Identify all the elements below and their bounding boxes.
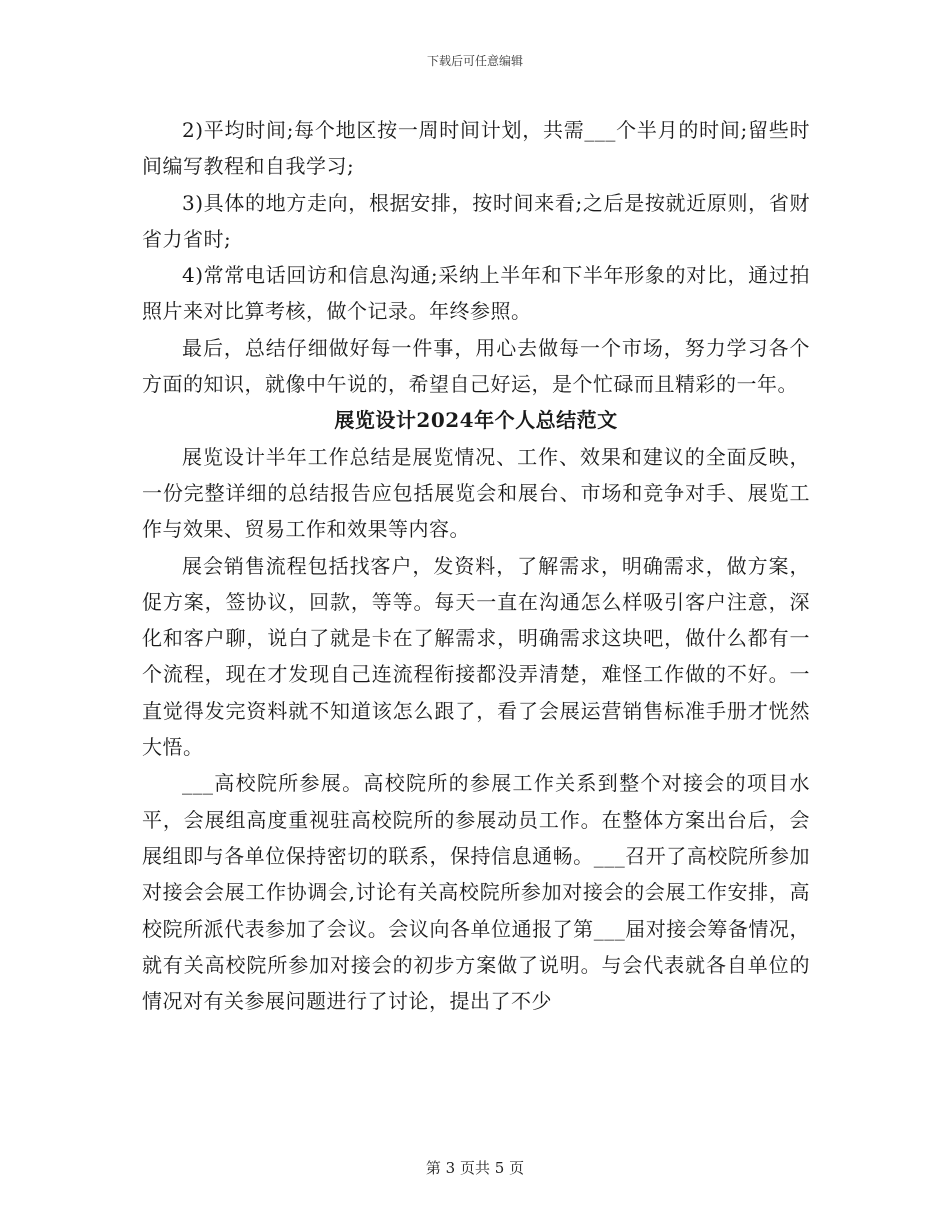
paragraph-conclusion: 最后，总结仔细做好每一件事，用心去做每一个市场，努力学习各个方面的知识，就像中午说的，希望自己好运，是个忙碌而且精彩的一年。 <box>142 335 810 397</box>
page-header: 下载后可任意编辑 <box>426 54 523 68</box>
section-heading: 展览设计2024年个人总结范文 <box>334 408 618 433</box>
paragraph-item-4: 4)常常电话回访和信息沟通;采纳上半年和下半年形象的对比，通过拍照片来对比算考核，做个记录。年终参照。 <box>142 263 810 324</box>
page-footer: 第 3 页共 5 页 <box>425 1159 525 1177</box>
paragraph-item-3: 3)具体的地方走向，根据安排，按时间来看;之后是按就近原则，省财省力省时; <box>142 190 810 251</box>
document-body <box>142 112 810 1019</box>
paragraph-item-2: 2)平均时间;每个地区按一周时间计划，共需___个半月的时间;留些时间编写教程和自我学习; <box>142 118 810 179</box>
paragraph-intro: 展览设计半年工作总结是展览情况、工作、效果和建议的全面反映，一份完整详细的总结报告应包括展览会和展台、市场和竞争对手、展览工作与效果、贸易工作和效果等内容。 <box>142 444 810 542</box>
paragraph-sales-process: 展会销售流程包括找客户，发资料，了解需求，明确需求，做方案，促方案，签协议，回款，等等。每天一直在沟通怎么样吸引客户注意，深化和客户聊，说白了就是卡在了解需求，明确需求这块吧，做什么都有一个流程，现在才发现自己连流程衔接都没弄清楚，难怪工作做的不好。一直觉得发完资料就不知道该怎么跟了，看了会展运营销售标准手册才恍然大悟。 <box>142 553 810 760</box>
paragraph-university-exhibition: ___高校院所参展。高校院所的参展工作关系到整个对接会的项目水平，会展组高度重视驻高校院所的参展动员工作。在整体方案出台后，会展组即与各单位保持密切的联系，保持信息通畅。___召开了高校院所参加对接会会展工作协调会,讨论有关高校院所参加对接会的会展工作安排，高校院所派代表参加了会议。会议向各单位通报了第___届对接会筹备情况，就有关高校院所参加对接会的初步方案做了说明。与会代表就各自单位的情况对有关参展问题进行了讨论，提出了不少 <box>142 771 810 1014</box>
